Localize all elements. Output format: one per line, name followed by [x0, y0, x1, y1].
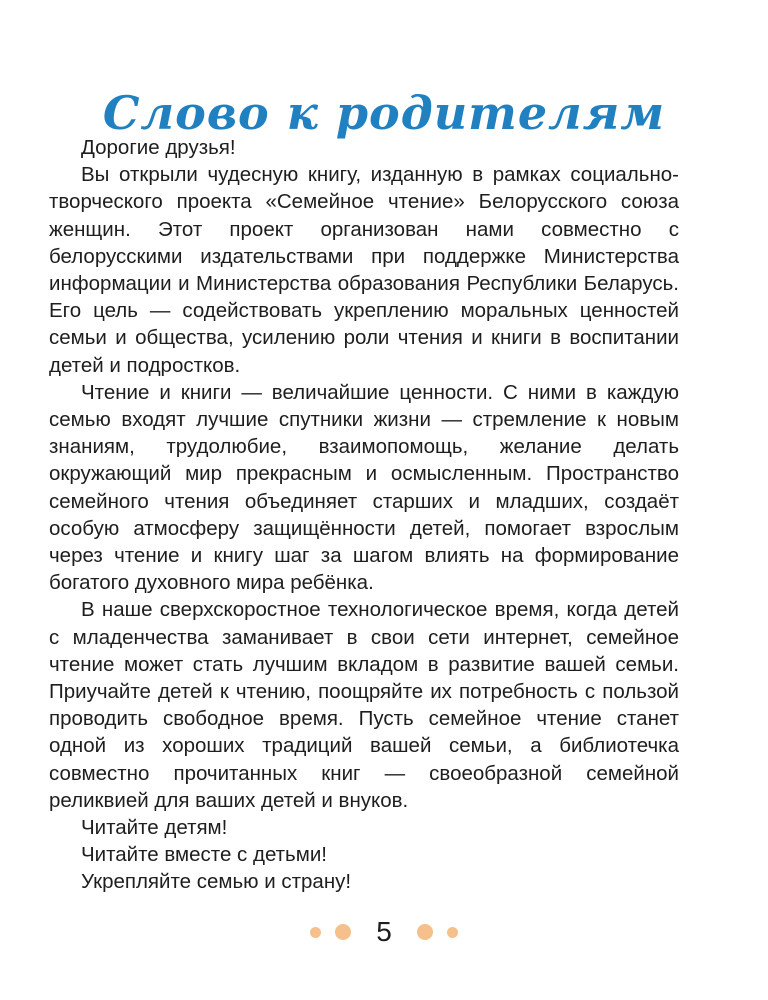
paragraph-modern-times: В наше сверхскоростное технологическое время, когда детей с младенчества заманивает в свои сети интернет, семейное чтение может стать лучшим вкладом в развитие вашей семьи. Приучайте детей к чтению, поощряйте их потребность с пользой проводить свободное время. Пусть семейное чтение станет одной из хороших традиций вашей семьи, а библиотечка совместно прочитанных книг — своеобразной семейной реликвией для ваших детей и внуков. — [49, 598, 679, 812]
page-body — [49, 134, 679, 896]
slogan-read-to-children: Читайте детям! — [81, 816, 228, 840]
slogan-read-together: Читайте вместе с детьми! — [81, 843, 327, 867]
decorative-dot-icon — [335, 924, 351, 940]
slogan-strengthen-family: Укрепляйте семью и страну! — [81, 870, 352, 894]
decorative-dot-icon — [447, 927, 458, 938]
page-footer — [0, 912, 768, 952]
greeting-paragraph: Дорогие друзья! — [81, 136, 236, 159]
page-number: 5 — [376, 916, 392, 947]
decorative-dot-icon — [310, 927, 321, 938]
decorative-dot-icon — [417, 924, 433, 940]
page-title: Слово к родителям — [102, 85, 666, 140]
paragraph-intro: Вы открыли чудесную книгу, изданную в рамках социально-творческого проекта «Семейное чтение» Белорусского союза женщин. Этот проект организован нами совместно с белорусскими издательствами при поддержке Министерства информации и Министерства образования Республики Беларусь. Его цель — содействовать укреплению моральных ценностей семьи и общества, усилению роли чтения и книги в воспитании детей и подростков. — [49, 163, 679, 377]
paragraph-values: Чтение и книги — величайшие ценности. С ними в каждую семью входят лучшие спутники жизни — стремление к новым знаниям, трудолюбие, взаимопомощь, желание делать окружающий мир прекрасным и осмысленным. Пространство семейного чтения объединяет старших и младших, создаёт особую атмосферу защищённости детей, помогает взрослым через чтение и книгу шаг за шагом влиять на формирование богатого духовного мира ребёнка. — [49, 380, 679, 595]
